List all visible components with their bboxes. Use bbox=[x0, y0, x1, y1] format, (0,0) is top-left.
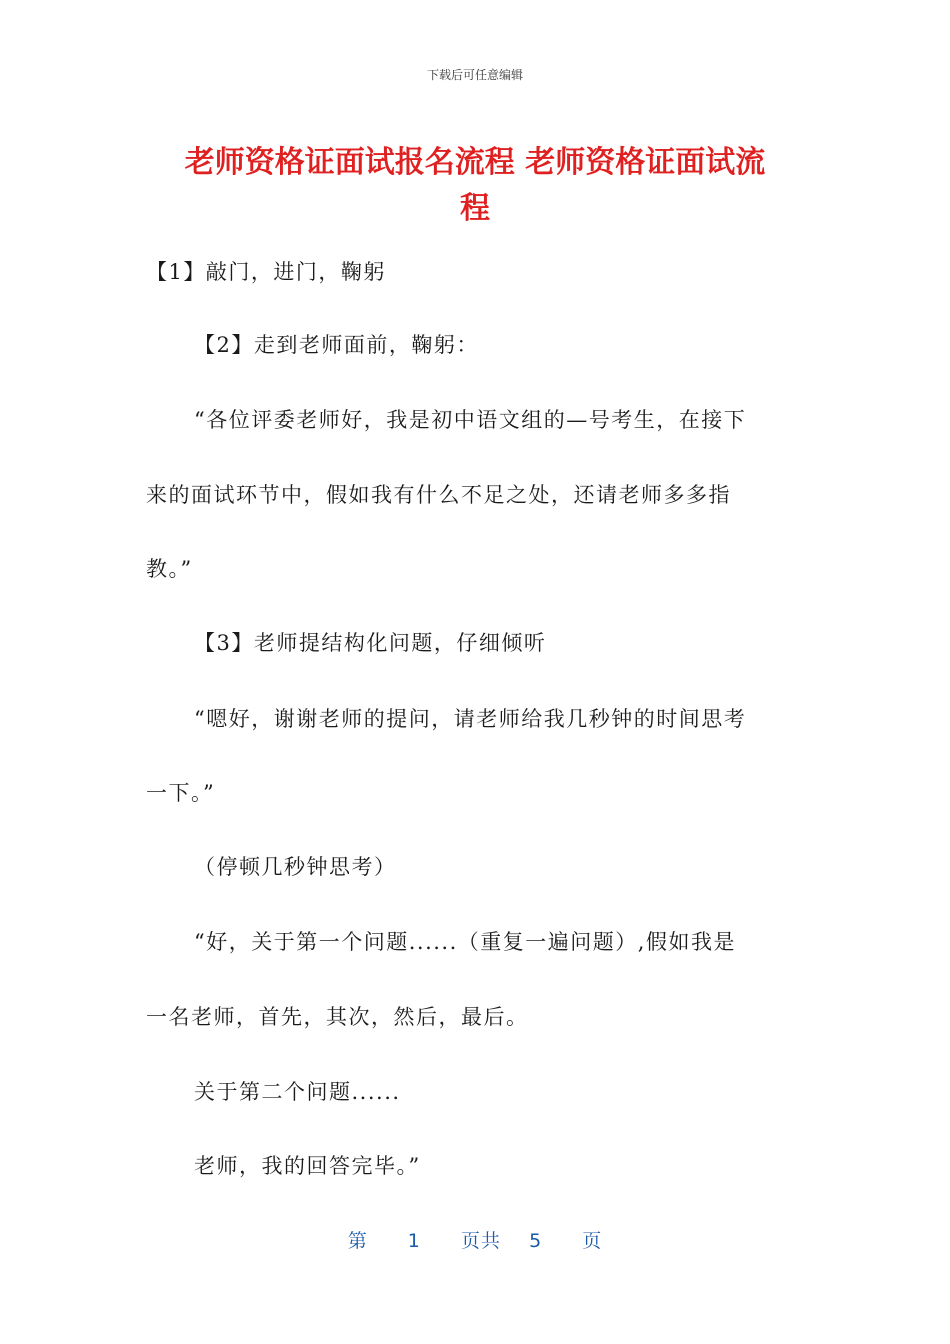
footer-mid: 页共 bbox=[460, 1230, 501, 1252]
document-title bbox=[140, 140, 810, 232]
paragraph-line: 教。” bbox=[146, 557, 193, 581]
paragraph-line: “嗯好，谢谢老师的提问，请老师给我几秒钟的时间思考 bbox=[194, 707, 747, 731]
current-page-number: 1 bbox=[407, 1230, 421, 1252]
title-line-2: 程 bbox=[460, 191, 490, 226]
paragraph-line: 【3】老师提结构化问题，仔细倾听 bbox=[194, 631, 547, 655]
paragraph-line: “好，关于第一个问题......（重复一遍问题）,假如我是 bbox=[194, 930, 736, 954]
page-footer bbox=[0, 1226, 950, 1253]
total-pages-number: 5 bbox=[529, 1230, 543, 1252]
paragraph-line: 【1】敲门，进门，鞠躬 bbox=[146, 260, 386, 284]
footer-prefix: 第 bbox=[347, 1230, 368, 1252]
title-line-1: 老师资格证面试报名流程 老师资格证面试流 bbox=[184, 145, 766, 180]
paragraph-line: （停顿几秒钟思考） bbox=[194, 855, 397, 879]
paragraph-line: 一下。” bbox=[146, 781, 216, 805]
paragraph-line: 【2】走到老师面前，鞠躬： bbox=[194, 333, 479, 357]
header-note: 下载后可任意编辑 bbox=[426, 68, 523, 82]
paragraph-line: “各位评委老师好，我是初中语文组的—号考生，在接下 bbox=[194, 408, 747, 432]
paragraph-line: 来的面试环节中，假如我有什么不足之处，还请老师多多指 bbox=[146, 483, 731, 507]
paragraph-line: 一名老师，首先，其次，然后，最后。 bbox=[146, 1005, 529, 1029]
paragraph-line: 老师，我的回答完毕。” bbox=[194, 1154, 421, 1178]
footer-suffix: 页 bbox=[582, 1230, 603, 1252]
paragraph-line: 关于第二个问题...... bbox=[194, 1080, 401, 1104]
